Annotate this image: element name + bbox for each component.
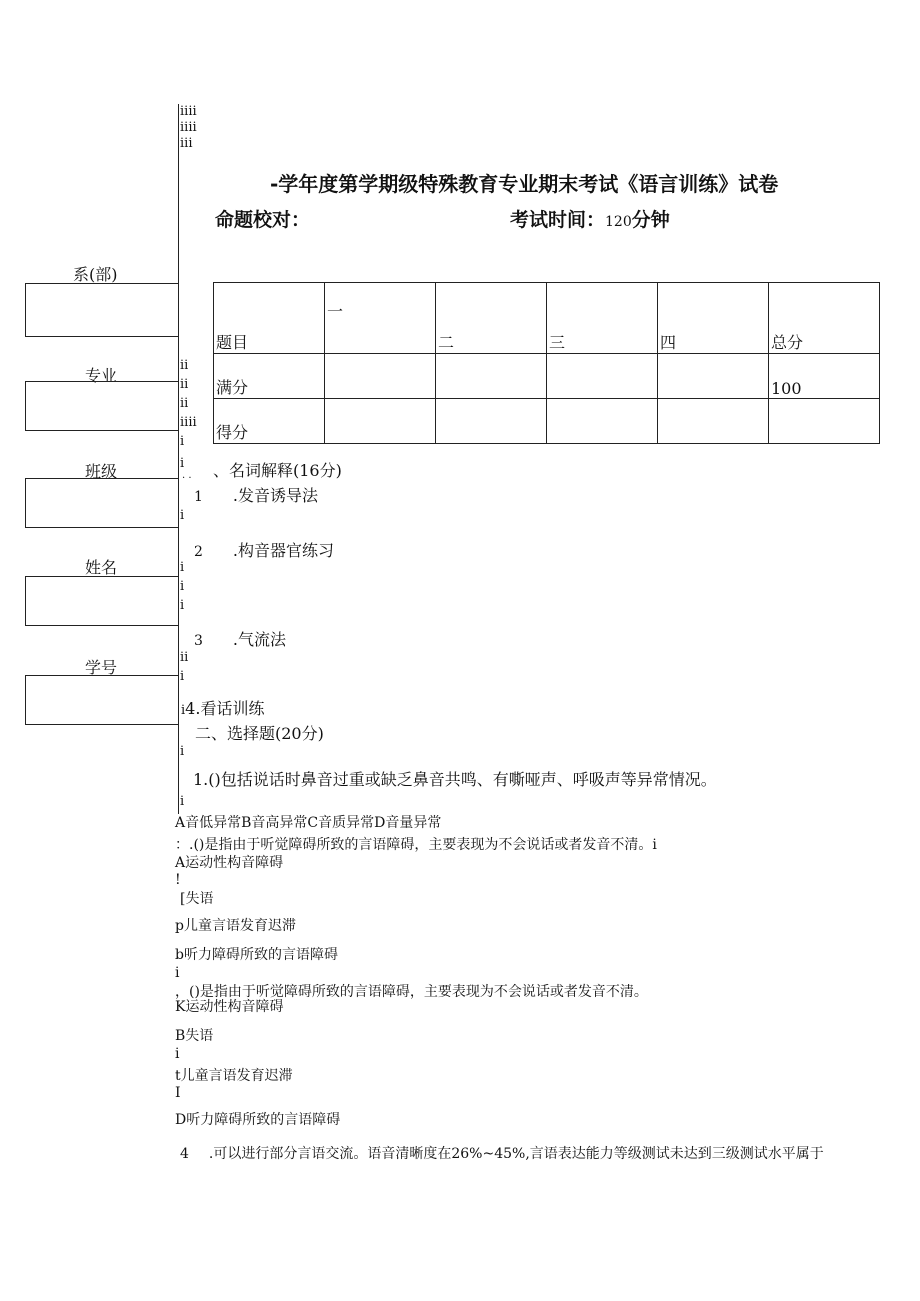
header-cell: 三 xyxy=(547,283,658,354)
section1-title: 、名词解释(16分) xyxy=(213,461,342,480)
question-3-option-c: t儿童言语发育迟滞 xyxy=(175,1068,293,1084)
major-label: 专业 xyxy=(85,366,118,385)
department-label: 系(部) xyxy=(73,265,118,284)
question-4 xyxy=(180,1143,824,1163)
exam-time-label: 考试时间： xyxy=(510,209,606,231)
header-cell: 题目 xyxy=(214,283,325,354)
score-cell xyxy=(658,354,769,399)
term-text: .气流法 xyxy=(232,630,287,649)
question-2-option-d: b听力障碍所致的言语障碍 xyxy=(175,947,338,963)
question-2-option-a: A运动性构音障碍 xyxy=(175,855,284,871)
section1-dots: . . xyxy=(182,470,192,481)
exam-time xyxy=(510,205,670,232)
term-item-4: i4.看话训练 xyxy=(181,699,265,718)
student-id-label: 学号 xyxy=(85,658,118,677)
question-2-option-b: [失语 xyxy=(180,891,214,907)
department-field[interactable] xyxy=(25,283,179,337)
exam-time-value: 120 xyxy=(605,214,632,230)
score-input-cell[interactable] xyxy=(547,399,658,444)
exam-time-unit: 分钟 xyxy=(631,209,670,231)
question-1-options: A音低异常B音高异常C音质异常D音量异常 xyxy=(175,815,442,831)
question-3-option-a: K运动性构音障碍 xyxy=(175,999,284,1015)
margin-marks-top: iiii iiii iii xyxy=(180,104,197,151)
margin-mark: i xyxy=(180,508,185,523)
question-2-option-c: p儿童言语发育迟滞 xyxy=(175,918,296,934)
term-text: .构音器官练习 xyxy=(232,541,335,560)
student-id-field[interactable] xyxy=(25,675,179,725)
score-table xyxy=(213,282,880,444)
term-num: 2 xyxy=(194,544,203,560)
question-2-mark: ! xyxy=(175,872,181,888)
exam-title: -学年度第学期级特殊教育专业期末考试《语言训练》试卷 xyxy=(270,172,779,196)
margin-mark: i xyxy=(180,744,185,759)
score-input-cell[interactable] xyxy=(769,399,880,444)
term-item-2 xyxy=(194,538,334,561)
question-3-mark2: i xyxy=(175,1046,180,1062)
score-label: 得分 xyxy=(214,399,325,444)
header-cell: 总分 xyxy=(769,283,880,354)
margin-mark: i xyxy=(180,456,185,471)
proofread-label: 命题校对： xyxy=(215,209,311,231)
class-field[interactable] xyxy=(25,478,179,528)
margin-mark: i xyxy=(180,794,185,809)
question-4-num: 4 xyxy=(180,1146,189,1162)
name-label: 姓名 xyxy=(85,558,118,577)
score-input-cell[interactable] xyxy=(658,399,769,444)
score-cell xyxy=(436,354,547,399)
question-3-mark3: I xyxy=(175,1085,181,1101)
term-item-1 xyxy=(194,483,318,506)
header-cell: 四 xyxy=(658,283,769,354)
question-4-text: .可以进行部分言语交流。语音清晰度在26%~45%,言语表达能力等级测试未达到三级测试水平属于 xyxy=(208,1146,824,1162)
score-table-full-row xyxy=(214,354,880,399)
term-num: 1 xyxy=(194,489,203,505)
full-score-total: 100 xyxy=(769,354,880,399)
class-label: 班级 xyxy=(85,462,118,481)
margin-marks-block3: ii i xyxy=(180,650,189,684)
score-table-header-row xyxy=(214,283,880,354)
score-cell xyxy=(325,354,436,399)
full-score-label: 满分 xyxy=(214,354,325,399)
term-text: .发音诱导法 xyxy=(232,486,319,505)
score-input-cell[interactable] xyxy=(436,399,547,444)
margin-marks-block2: i i i xyxy=(180,560,185,613)
margin-marks-block1: ii ii ii iiii i xyxy=(180,358,197,449)
question-1: 1.()包括说话时鼻音过重或缺乏鼻音共鸣、有嘶哑声、呼吸声等异常情况。 xyxy=(193,770,717,789)
score-table-score-row xyxy=(214,399,880,444)
header-cell: 一 xyxy=(325,283,436,354)
header-cell: 二 xyxy=(436,283,547,354)
term-item-3 xyxy=(194,627,286,650)
name-field[interactable] xyxy=(25,576,179,626)
question-3-mark: i xyxy=(175,965,180,981)
section2-title: 二、选择题(20分) xyxy=(195,724,324,743)
score-cell xyxy=(547,354,658,399)
major-field[interactable] xyxy=(25,381,179,431)
question-3: ，()是指由于听觉障碍所致的言语障碍，主要表现为不会说话或者发音不清。 xyxy=(175,984,648,1000)
score-input-cell[interactable] xyxy=(325,399,436,444)
question-3-option-b: B失语 xyxy=(175,1028,214,1044)
term-num: 3 xyxy=(194,633,203,649)
question-2: ：.()是指由于听觉障碍所致的言语障碍，主要表现为不会说话或者发音不清。i xyxy=(175,837,657,853)
question-3-option-d: D听力障碍所致的言语障碍 xyxy=(175,1112,341,1128)
